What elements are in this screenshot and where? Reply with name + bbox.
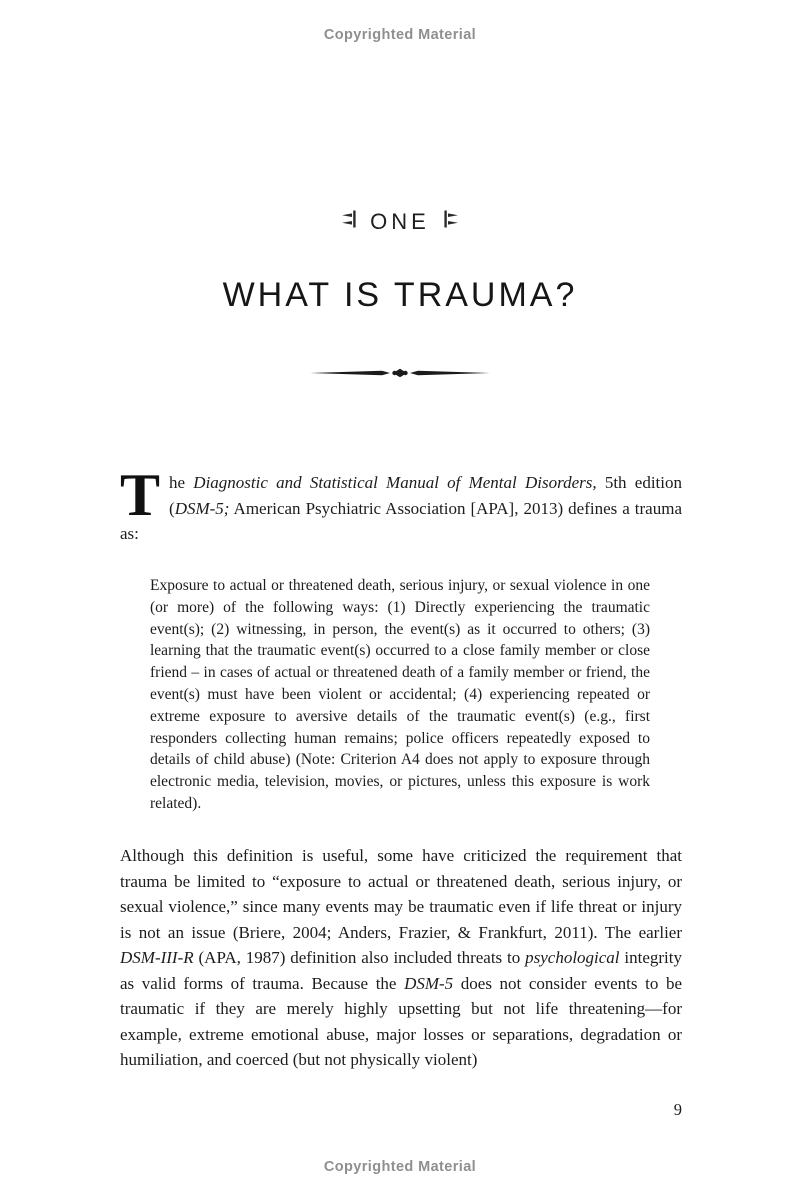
watermark-bottom: Copyrighted Material [323, 1159, 477, 1175]
drop-cap: T [120, 462, 161, 528]
section-divider-icon [0, 364, 800, 387]
chapter-ornament-left-icon [341, 208, 357, 235]
chapter-label: ONE [370, 208, 430, 234]
intro-paragraph [120, 462, 682, 547]
body-paragraph: Although this definition is useful, some have criticized the requirement that trauma be limited to “exposure to actual or threatened death, serious injury, or sexual violence,” since many events may be traumatic even if life threat or injury is not an issue (Briere, 2004; Anders, Frazier, & Frankfurt, 2011). The earlier DSM-III-R (APA, 1987) definition also included threats to psychological integrity as valid forms of trauma. Because the DSM-5 does not consider events to be traumatic if they are merely highly upsetting but not life threatening—for example, extreme emotional abuse, major losses or separations, degradation or humiliation, and coerced (but not physically violent) [120, 846, 682, 1069]
chapter-ornament-right-icon [443, 208, 459, 235]
chapter-heading [0, 208, 800, 235]
intro-paragraph-text: he Diagnostic and Statistical Manual of Mental Disorders, 5th edition (DSM-5; American Psychiatric Association [APA], 2013) defines a trauma as: [120, 473, 682, 543]
page-title: WHAT IS TRAUMA? [222, 276, 578, 314]
watermark-top: Copyrighted Material [323, 27, 477, 43]
definition-blockquote: Exposure to actual or threatened death, serious injury, or sexual violence in one (or more) of the following ways: (1) Directly experiencing the traumatic event(s); (2) witnessing, in person, the event(s) as it occurred to others; (3) learning that the traumatic event(s) occurred to a close family member or close friend – in cases of actual or threatened death of a family member or friend, the event(s) must have been violent or accidental; (4) experiencing repeated or extreme exposure to aversive details of the traumatic event(s) (e.g., first responders collecting human remains; police officers repeatedly exposed to details of child abuse) (Note: Criterion A4 does not apply to exposure through electronic media, television, movies, or pictures, unless this exposure is work related). [150, 577, 650, 812]
page-number: 9 [673, 1100, 682, 1119]
